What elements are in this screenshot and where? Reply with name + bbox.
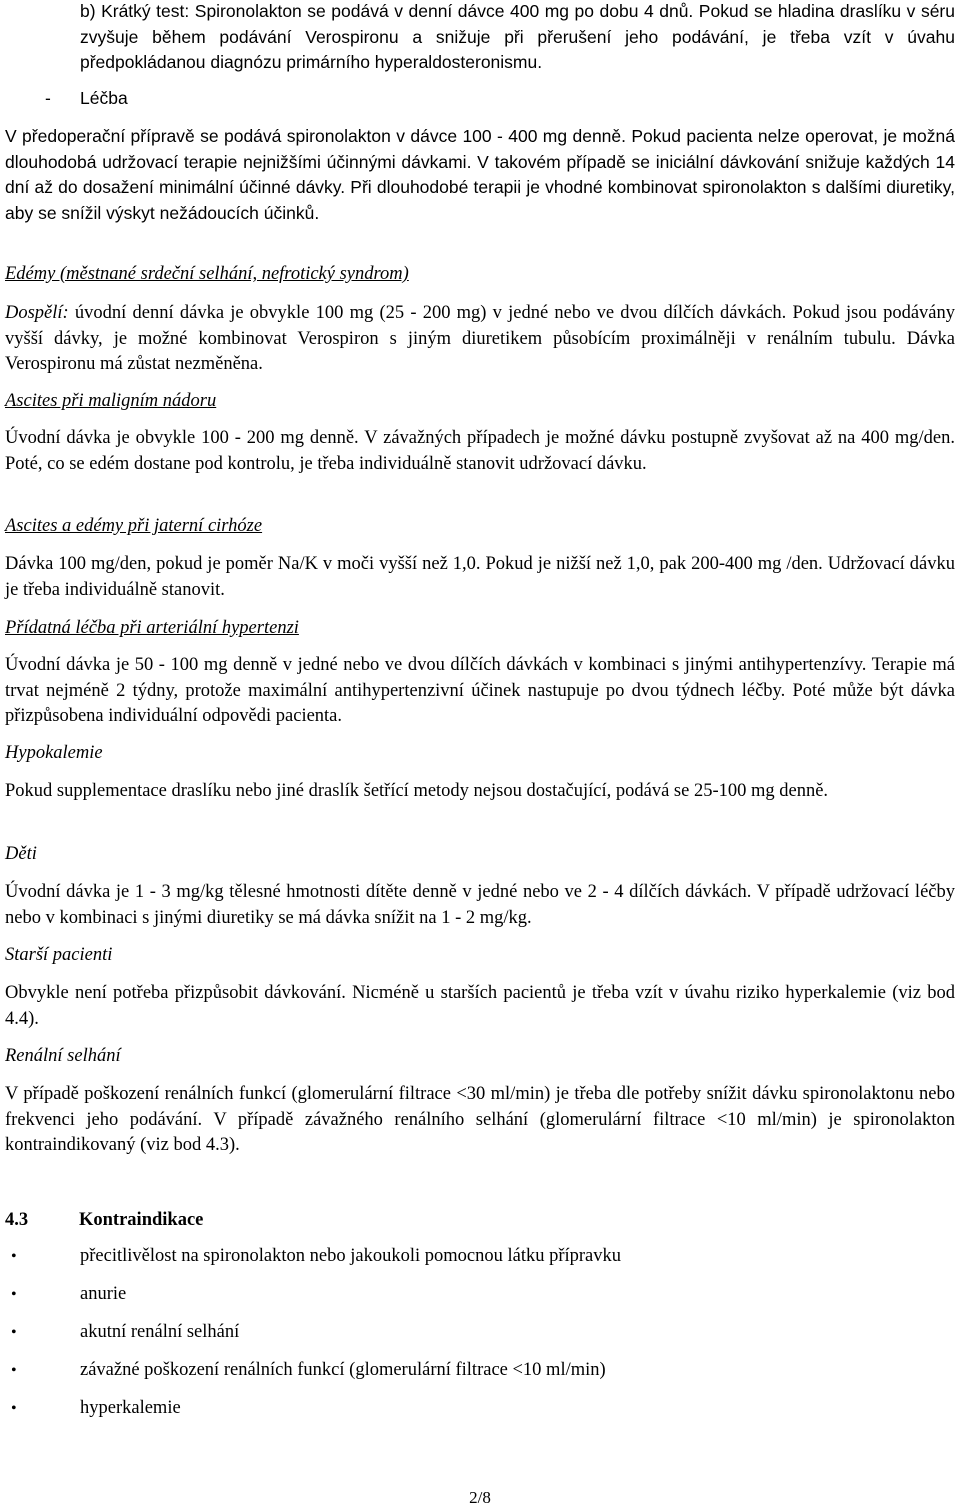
renal-heading [5, 1044, 955, 1070]
hypokalemia-heading-text: Hypokalemie [5, 743, 103, 763]
ascites-cirrhosis-paragraph [5, 552, 955, 603]
edema-heading-text: Edémy (městnané srdeční selhání, nefrotický syndrom) [5, 264, 409, 284]
intro-paragraph [5, 0, 955, 76]
edema-heading [5, 262, 955, 288]
section-title: Kontraindikace [79, 1210, 204, 1230]
list-item-text: anurie [80, 1284, 127, 1304]
list-item-text: přecitlivělost na spironolakton nebo jakoukoli pomocnou látku přípravku [80, 1246, 622, 1266]
ascites-tumor-heading [5, 389, 955, 415]
ascites-cirrhosis-heading [5, 514, 955, 540]
ascites-cirrhosis-heading-text: Ascites a edémy při jaterní cirhóze [5, 516, 263, 536]
bullet-icon: • [11, 1286, 17, 1303]
ascites-tumor-text: Úvodní dávka je obvykle 100 - 200 mg denně. V závažných případech je možné dávku postupně zvyšovat až na 400 mg/den. Poté, co se edém dostane pod kontrolu, je třeba individuálně stanovit udržovací dávku. [5, 428, 955, 474]
children-heading [5, 842, 955, 868]
elderly-paragraph [5, 981, 955, 1032]
list-item [5, 1358, 955, 1396]
hypertension-text: Úvodní dávka je 50 - 100 mg denně v jedné nebo ve dvou dílčích dávkách v kombinaci s jinými antihypertenzívy. Terapie má trvat nejméně 2 týdny, protože maximální antihypertenzivní účinek nastupuje po dvou týdnech léčby. Poté může být dávka přizpůsobena individuální odpovědi pacienta. [5, 655, 955, 726]
hypokalemia-text: Pokud supplementace draslíku nebo jiné draslík šetřící metody nejsou dostačující, podává se 25-100 mg denně. [5, 781, 829, 801]
list-item [5, 1320, 955, 1358]
list-item-text: akutní renální selhání [80, 1322, 240, 1342]
list-item [5, 1282, 955, 1320]
list-item [5, 1244, 955, 1282]
children-heading-text: Děti [5, 844, 37, 864]
elderly-text: Obvykle není potřeba přizpůsobit dávkování. Nicméně u starších pacientů je třeba vzít v úvahu riziko hyperkalemie (viz bod 4.4). [5, 983, 955, 1029]
treatment-text: V předoperační přípravě se podává spironolakton v dávce 100 - 400 mg denně. Pokud pacienta nelze operovat, je možná dlouhodobá udržovací terapie nejnižšími účinnými dávkami. V takovém případě se iniciální dávkování snižuje každých 14 dní až do dosažení minimální účinné dávky. Při dlouhodobé terapii je vhodné kombinovat spironolakton s dalšími diuretiky, aby se snížil výskyt nežádoucích účinků. [5, 126, 955, 223]
section-number: 4.3 [5, 1210, 29, 1230]
dash-marker: - [45, 88, 51, 108]
elderly-heading [5, 943, 955, 969]
ascites-tumor-paragraph [5, 426, 955, 477]
hypertension-heading [5, 616, 955, 642]
bullet-icon: • [11, 1400, 17, 1417]
children-text: Úvodní dávka je 1 - 3 mg/kg tělesné hmotnosti dítěte denně v jedné nebo ve 2 - 4 dílčích dávkách. V případě udržovací léčby nebo v kombinaci s jinými diuretiky se má dávka snížit na 1 - 2 mg/kg. [5, 882, 955, 928]
bullet-icon: • [11, 1324, 17, 1341]
intro-text: b) Krátký test: Spironolakton se podává v denní dávce 400 mg po dobu 4 dnů. Pokud se hladina draslíku v séru zvyšuje během podávání Verospironu a snižuje při přerušení jeho podávání, je třeba vzít v úvahu předpokládanou diagnózu primárního hyperaldosteronismu. [80, 1, 955, 72]
contraindication-list [5, 1244, 955, 1434]
children-paragraph [5, 880, 955, 931]
hypokalemia-paragraph [5, 779, 955, 805]
hypertension-heading-text: Přídatná léčba při arteriální hypertenzi [5, 618, 299, 638]
bullet-icon: • [11, 1362, 17, 1379]
hypokalemia-heading [5, 741, 955, 767]
list-item-text: hyperkalemie [80, 1398, 181, 1418]
ascites-tumor-heading-text: Ascites při maligním nádoru [5, 391, 217, 411]
treatment-paragraph [5, 124, 955, 226]
page-number: 2/8 [469, 1488, 491, 1507]
list-item [5, 1396, 955, 1434]
renal-text: V případě poškození renálních funkcí (glomerulární filtrace <30 ml/min) je třeba dle potřeby snížit dávku spironolaktonu nebo frekvenci jeho podávání. V případě závažného renálního selhání (glomerulární filtrace <10 ml/min) je spironolakton kontraindikovaný (viz bod 4.3). [5, 1084, 955, 1155]
renal-heading-text: Renální selhání [5, 1046, 121, 1066]
edema-text: úvodní denní dávka je obvykle 100 mg (25 - 200 mg) v jedné nebo ve dvou dílčích dávkách. Pokud jsou podávány vyšší dávky, je možné kombinovat Verospiron s jiným diuretikem působícím proximálněji v renálním tubulu. Dávka Verospironu má zůstat nezměněna. [5, 303, 955, 374]
edema-paragraph [5, 301, 955, 378]
list-item-text: závažné poškození renálních funkcí (glomerulární filtrace <10 ml/min) [80, 1360, 606, 1380]
hypertension-paragraph [5, 653, 955, 730]
bullet-icon: • [11, 1248, 17, 1265]
edema-lead: Dospělí: [5, 303, 69, 323]
elderly-heading-text: Starší pacienti [5, 945, 113, 965]
treatment-heading: Léčba [80, 88, 128, 108]
renal-paragraph [5, 1082, 955, 1159]
ascites-cirrhosis-text: Dávka 100 mg/den, pokud je poměr Na/K v moči vyšší než 1,0. Pokud je nižší než 1,0, pak 200-400 mg /den. Udržovací dávku je třeba individuálně stanovit. [5, 554, 955, 600]
